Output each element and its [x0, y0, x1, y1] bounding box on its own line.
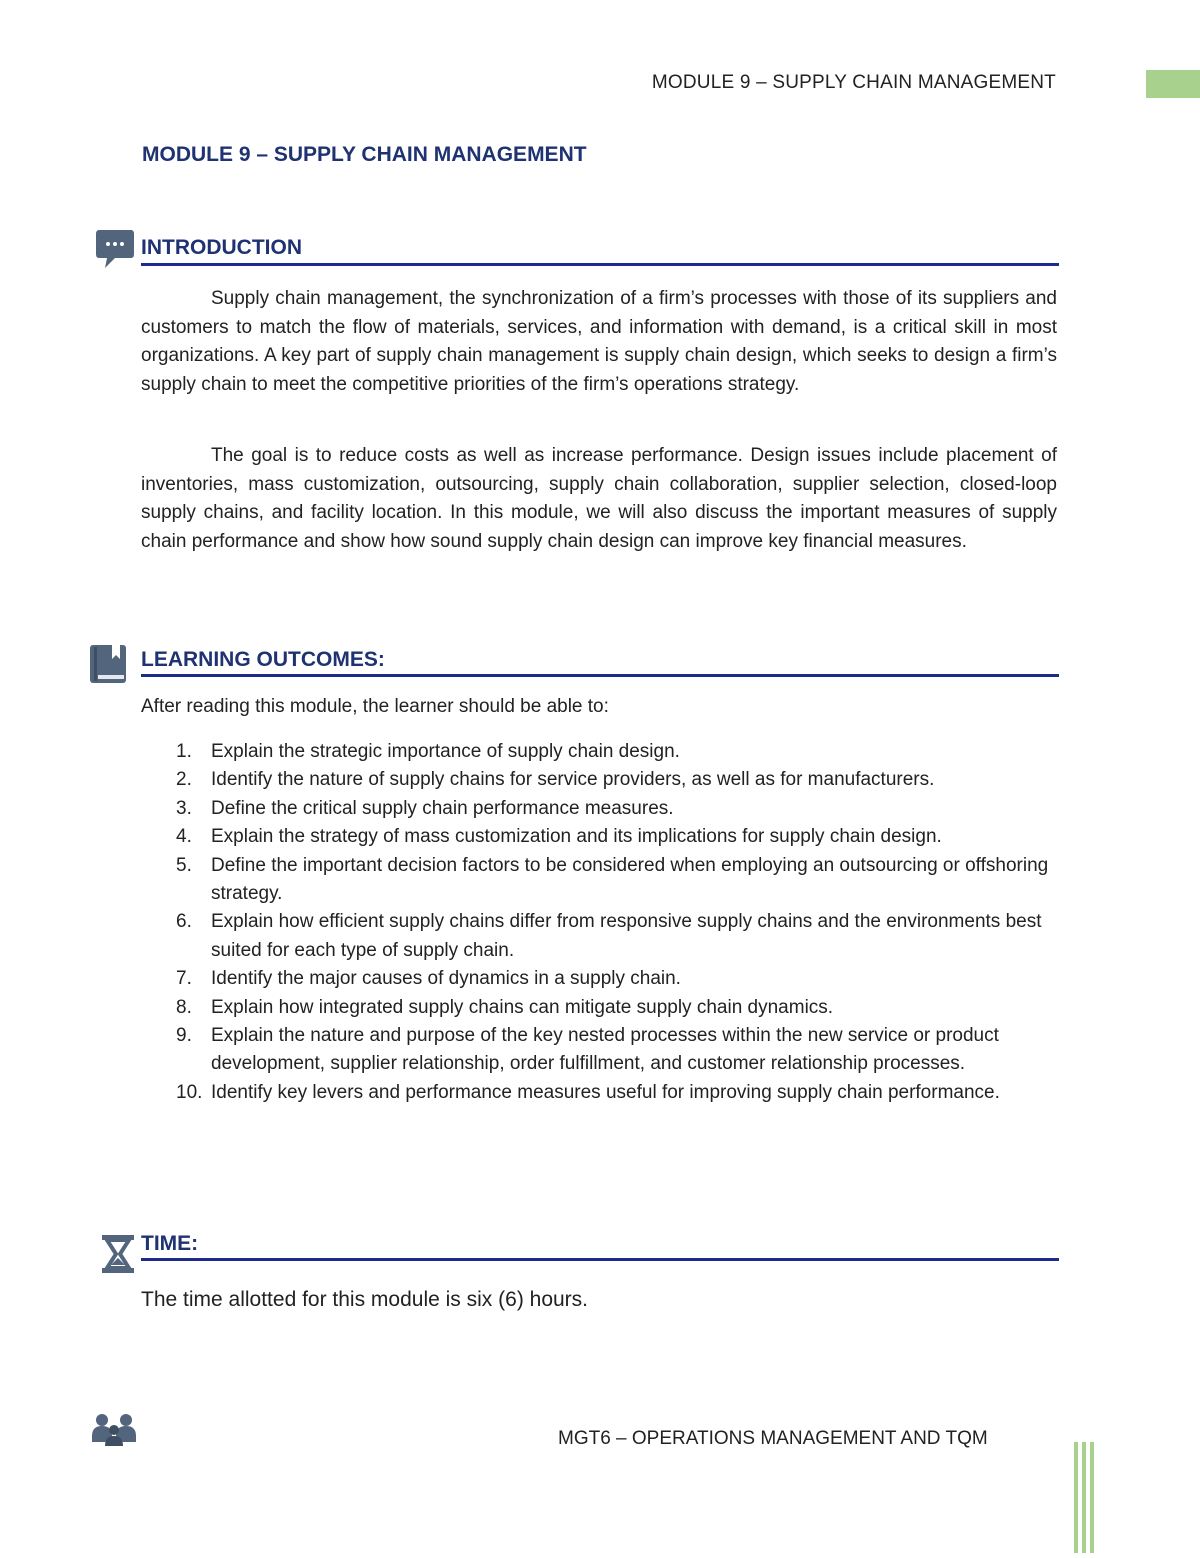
- time-text: The time allotted for this module is six (6) hours.: [141, 1288, 589, 1311]
- time-heading: TIME:: [141, 1232, 199, 1255]
- list-item-number: 6.: [176, 911, 192, 933]
- list-item-text: Define the important decision factors to be considered when employing an outsourcing or offshoring strategy.: [211, 854, 1049, 905]
- list-item-text: Explain the strategic importance of supply chain design.: [211, 741, 680, 762]
- introduction-heading: INTRODUCTION: [141, 236, 302, 259]
- list-item-number: 1.: [176, 741, 192, 762]
- header-accent-tab: [1146, 70, 1200, 98]
- list-item-number: 10.: [176, 1081, 203, 1103]
- time-rule: [141, 1258, 1059, 1261]
- book-icon: [88, 643, 128, 685]
- list-item-text: Identify the major causes of dynamics in a supply chain.: [211, 968, 681, 990]
- page-title: MODULE 9 – SUPPLY CHAIN MANAGEMENT: [142, 143, 587, 166]
- list-item: [141, 795, 1057, 823]
- list-item-number: 4.: [176, 826, 192, 848]
- list-item-text: Explain how efficient supply chains differ from responsive supply chains and the environments best suited for each type of supply chain.: [211, 911, 1042, 961]
- list-item: [141, 994, 1057, 1022]
- learning-outcomes-rule: [141, 674, 1059, 677]
- footer-course-title: MGT6 – OPERATIONS MANAGEMENT AND TQM: [558, 1428, 988, 1449]
- list-item: [141, 766, 1057, 794]
- list-item-text: Define the critical supply chain performance measures.: [211, 797, 674, 819]
- list-item: [141, 852, 1057, 909]
- list-item: [141, 965, 1057, 993]
- footer-accent-bars: [1074, 1442, 1094, 1558]
- list-item-number: 5.: [176, 854, 192, 876]
- hourglass-icon: [100, 1234, 136, 1274]
- list-item-text: Explain the strategy of mass customization and its implications for supply chain design.: [211, 826, 942, 848]
- list-item: [141, 908, 1057, 965]
- list-item-text: Explain how integrated supply chains can mitigate supply chain dynamics.: [211, 996, 834, 1018]
- list-item-number: 7.: [176, 968, 192, 990]
- list-item: [141, 738, 1057, 766]
- list-item-text: Explain the nature and purpose of the key nested processes within the new service or product development, supplier relationship, order fulfillment, and customer relationship processes.: [211, 1025, 999, 1075]
- introduction-paragraph-2: The goal is to reduce costs as well as increase performance. Design issues include placement of inventories, mass customization, outsourcing, supply chain collaboration, supplier selection, closed-loop supply chains, and facility location. In this module, we will also discuss the important measures of supply chain performance and show how sound supply chain design can improve key financial measures.: [141, 445, 1057, 552]
- list-item-number: 2.: [176, 769, 192, 791]
- list-item: [141, 823, 1057, 851]
- list-item-number: 8.: [176, 996, 192, 1018]
- introduction-rule: [141, 263, 1059, 266]
- list-item-number: 3.: [176, 797, 192, 819]
- list-item-text: Identify key levers and performance measures useful for improving supply chain performance.: [211, 1081, 1000, 1103]
- list-item: [141, 1079, 1057, 1107]
- introduction-paragraph-1: Supply chain management, the synchronization of a firm’s processes with those of its suppliers and customers to match the flow of materials, services, and information with demand, is a critical skill in most organizations. A key part of supply chain management is supply chain design, which seeks to design a firm’s supply chain to meet the competitive priorities of the firm’s operations strategy.: [141, 288, 1057, 395]
- learning-outcomes-list: [141, 738, 1057, 1107]
- list-item-text: Identify the nature of supply chains for service providers, as well as for manufacturers.: [211, 769, 935, 791]
- learning-outcomes-heading: LEARNING OUTCOMES:: [141, 648, 385, 671]
- people-icon: [90, 1412, 138, 1448]
- learning-outcomes-lead: After reading this module, the learner should be able to:: [141, 696, 609, 717]
- list-item: [141, 1022, 1057, 1079]
- running-header: MODULE 9 – SUPPLY CHAIN MANAGEMENT: [651, 72, 1056, 93]
- speech-bubble-icon: [95, 228, 135, 270]
- list-item-number: 9.: [176, 1025, 192, 1047]
